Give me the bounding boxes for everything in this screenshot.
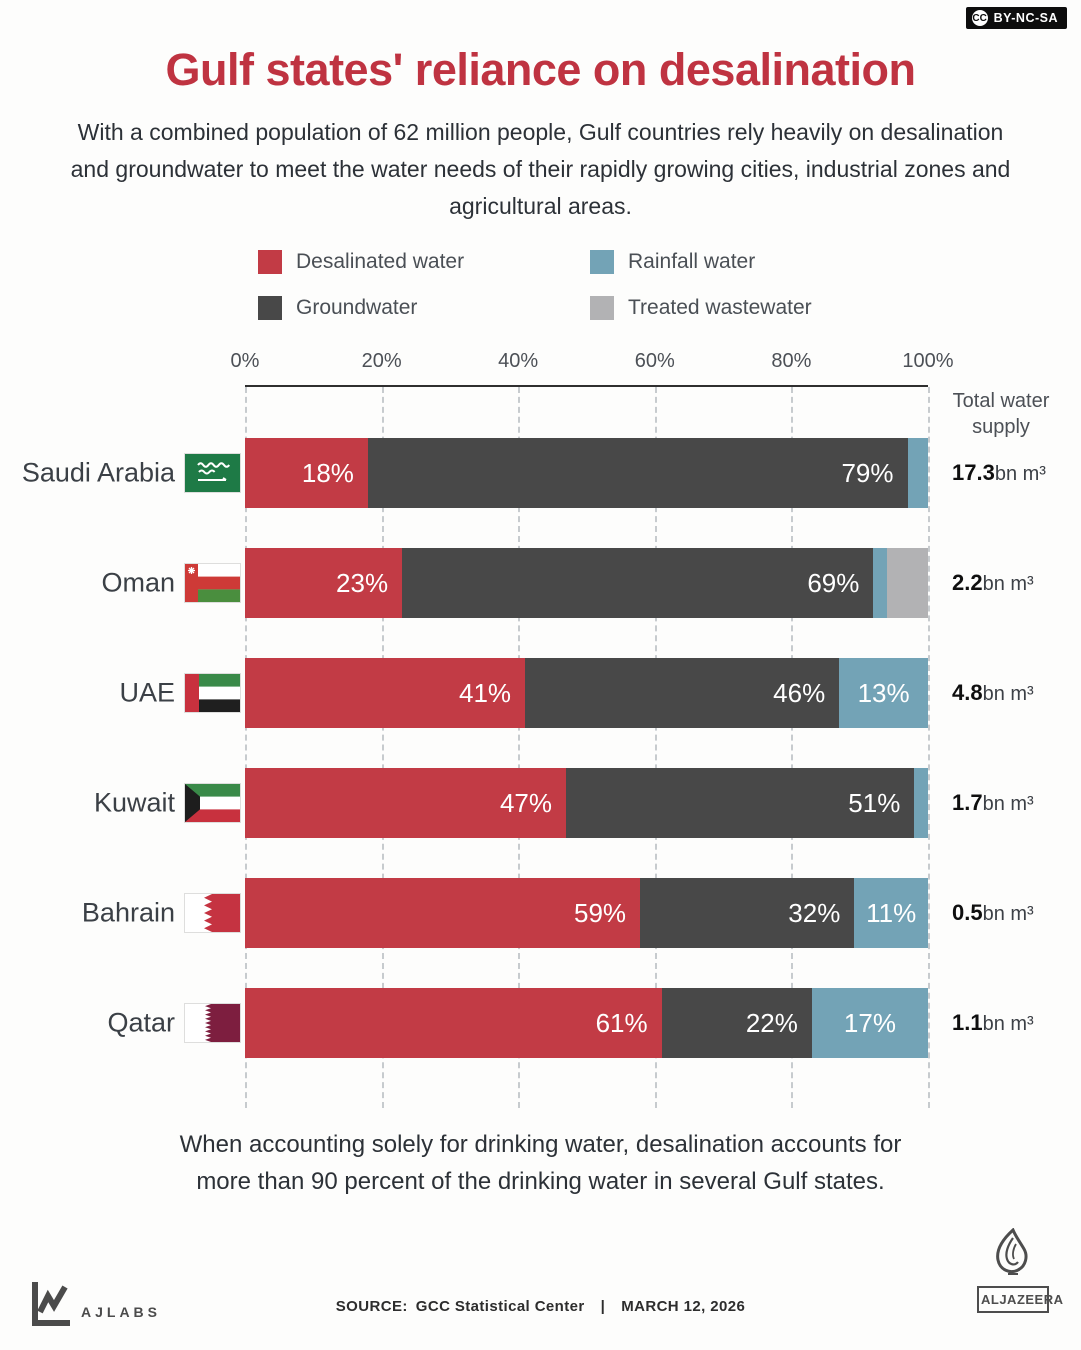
segment-value-label: 61%	[595, 1007, 648, 1038]
aljazeera-wordmark: ALJAZEERA	[977, 1286, 1049, 1313]
cc-icon: CC	[972, 10, 988, 26]
aljazeera-calligraphy-icon	[986, 1228, 1040, 1284]
segment-groundwater	[640, 878, 854, 948]
segment-rainfall	[914, 768, 928, 838]
legend-item-groundwater	[258, 296, 590, 320]
source-date: MARCH 12, 2026	[621, 1298, 746, 1315]
legend-item-treated	[590, 296, 812, 320]
chart-row-bahrain	[0, 878, 1081, 948]
stacked-bar	[245, 988, 928, 1058]
stacked-bar	[245, 548, 928, 618]
segment-value-label: 17%	[843, 1007, 896, 1038]
segment-rainfall	[812, 988, 928, 1058]
chart-row-uae	[0, 658, 1081, 728]
segment-value-label: 32%	[788, 897, 841, 928]
segment-value-label: 59%	[574, 897, 627, 928]
total-value: 2.2bn m³	[952, 570, 1034, 595]
subtitle: With a combined population of 62 million people, Gulf countries rely heavily on desalination and groundwater to meet the water needs of their rapidly growing cities, industrial zones and agricultural areas.	[70, 119, 1011, 219]
x-tick-label: 0%	[230, 350, 260, 372]
legend-swatch-groundwater	[258, 296, 282, 320]
legend-label: Desalinated water	[296, 250, 465, 273]
segment-rainfall	[839, 658, 928, 728]
segment-groundwater	[368, 438, 908, 508]
segment-value-label: 13%	[857, 677, 910, 708]
segment-rainfall	[873, 548, 887, 618]
flag-kuwait-icon	[185, 784, 240, 822]
axis-line	[245, 385, 928, 387]
total-value: 4.8bn m³	[952, 680, 1034, 705]
segment-desalinated	[245, 658, 525, 728]
legend-label: Rainfall water	[628, 250, 756, 273]
cc-license-badge	[966, 7, 1067, 29]
segment-value-label: 47%	[499, 787, 553, 818]
source-separator: |	[600, 1298, 606, 1315]
chart-row-oman	[0, 548, 1081, 618]
legend-item-rainfall	[590, 250, 812, 274]
segment-desalinated	[245, 988, 662, 1058]
country-label: Bahrain	[81, 897, 175, 928]
segment-value-label: 51%	[848, 787, 901, 818]
segment-value-label: 69%	[807, 567, 860, 598]
flag-oman-icon	[185, 564, 240, 602]
segment-rainfall	[908, 438, 928, 508]
source-name: GCC Statistical Center	[415, 1298, 585, 1315]
total-value: 1.7bn m³	[952, 790, 1034, 815]
x-tick-label: 40%	[498, 350, 539, 372]
stacked-bar	[245, 658, 928, 728]
legend-label: Groundwater	[296, 296, 418, 319]
segment-value-label: 18%	[301, 457, 354, 488]
x-tick-label: 100%	[902, 350, 954, 372]
footnote: When accounting solely for drinking water, desalination accounts for more than 90 percent of the drinking water in several Gulf states.	[179, 1131, 902, 1196]
page-title: Gulf states' reliance on desalination	[165, 44, 916, 95]
total-value: 0.5bn m³	[952, 900, 1034, 925]
cc-license-label: BY-NC-SA	[993, 11, 1058, 25]
chart-row-qatar	[0, 988, 1081, 1058]
country-label: Oman	[101, 567, 175, 598]
flag-qatar-icon	[185, 1004, 240, 1042]
country-label: Saudi Arabia	[21, 457, 175, 488]
segment-desalinated	[245, 438, 368, 508]
segment-value-label: 11%	[866, 897, 917, 928]
x-tick-label: 60%	[634, 350, 675, 372]
flag-uae-icon	[185, 674, 240, 712]
country-label: Qatar	[107, 1007, 175, 1038]
segment-groundwater	[402, 548, 873, 618]
legend-label: Treated wastewater	[628, 296, 812, 319]
country-label: UAE	[119, 677, 175, 708]
flag-bahrain-icon	[185, 894, 240, 932]
segment-desalinated	[245, 548, 402, 618]
segment-value-label: 41%	[458, 677, 512, 708]
segment-value-label: 46%	[773, 677, 826, 708]
segment-value-label: 79%	[841, 457, 894, 488]
legend-item-desalinated	[258, 250, 590, 274]
stacked-bar	[245, 438, 928, 508]
x-tick-label: 80%	[771, 350, 812, 372]
segment-desalinated	[245, 768, 566, 838]
segment-treated	[887, 548, 928, 618]
total-value: 1.1bn m³	[952, 1010, 1034, 1035]
segment-rainfall	[854, 878, 928, 948]
segment-desalinated	[245, 878, 640, 948]
x-tick-label: 20%	[361, 350, 402, 372]
legend-swatch-rainfall	[590, 250, 614, 274]
segment-value-label: 22%	[745, 1007, 798, 1038]
segment-groundwater	[525, 658, 839, 728]
legend-swatch-treated	[590, 296, 614, 320]
legend-swatch-desalinated	[258, 250, 282, 274]
total-water-supply-header: Total water supply	[952, 390, 1050, 438]
chart-row-kuwait	[0, 768, 1081, 838]
source-label: SOURCE:	[335, 1298, 408, 1315]
flag-saudi-arabia-icon	[185, 454, 240, 492]
segment-groundwater	[662, 988, 812, 1058]
segment-groundwater	[566, 768, 914, 838]
total-value: 17.3bn m³	[952, 460, 1046, 485]
source-line	[0, 1298, 1081, 1315]
segment-value-label: 23%	[336, 567, 389, 598]
stacked-bar	[245, 768, 928, 838]
aljazeera-logo	[977, 1228, 1064, 1313]
ajlabs-label: AJLABS	[81, 1304, 162, 1320]
legend	[258, 250, 812, 320]
stacked-bar	[245, 878, 928, 948]
chart-row-saudi-arabia	[0, 438, 1081, 508]
country-label: Kuwait	[93, 787, 175, 818]
